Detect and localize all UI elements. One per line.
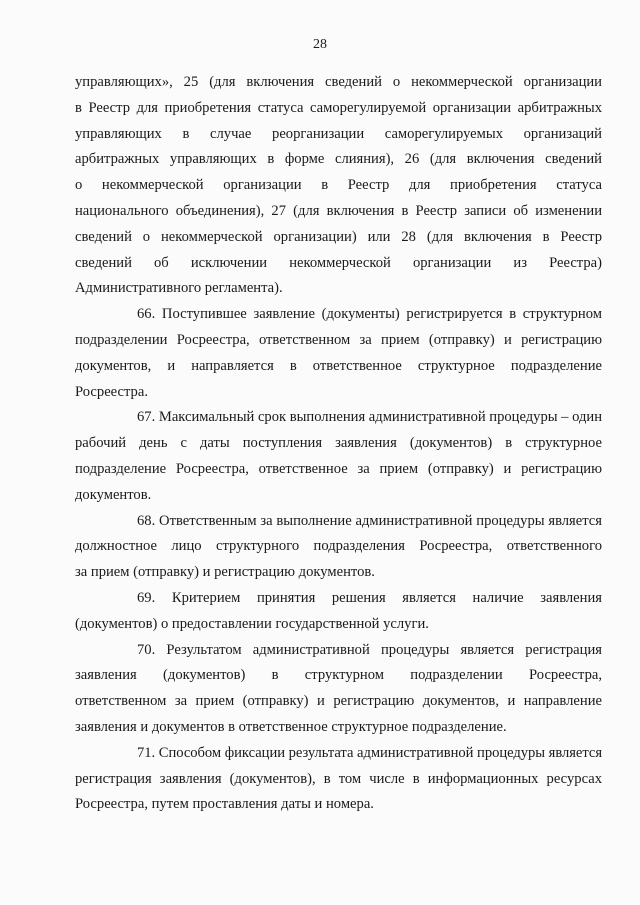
text-line: должностное лицо структурного подразделения Росреестра, ответственного — [75, 538, 602, 555]
paragraph-continuation — [75, 70, 602, 302]
text-line: Административного регламента). — [75, 280, 283, 297]
text-line: регистрация заявления (документов), в том числе в информационных ресурсах — [75, 770, 602, 787]
text-line: 68. Ответственным за выполнение административной процедуры является — [137, 512, 602, 529]
text-line: 66. Поступившее заявление (документы) регистрируется в структурном — [137, 306, 602, 323]
paragraph-68 — [75, 509, 602, 586]
text-line: рабочий день с даты поступления заявления (документов) в структурное — [75, 435, 602, 452]
text-line: управляющих», 25 (для включения сведений о некоммерческой организации — [75, 74, 602, 90]
text-line: о некоммерческой организации в Реестр для приобретения статуса — [75, 177, 602, 194]
text-line: подразделении Росреестра, ответственном за прием (отправку) и регистрацию — [75, 331, 602, 348]
text-line: документов, и направляется в ответственное структурное подразделение — [75, 357, 602, 374]
paragraph-67 — [75, 405, 602, 508]
text-line: за прием (отправку) и регистрацию документов. — [75, 564, 375, 581]
text-line: Росреестра. — [75, 383, 148, 400]
text-line: ответственном за прием (отправку) и регистрацию документов, и направление — [75, 693, 602, 710]
paragraph-70 — [75, 638, 602, 741]
text-line: 69. Критерием принятия решения является наличие заявления — [137, 589, 602, 606]
text-line: 70. Результатом административной процедуры является регистрация — [137, 641, 602, 658]
text-line: арбитражных управляющих в форме слияния), 26 (для включения сведений — [75, 151, 602, 168]
paragraph-71 — [75, 741, 602, 818]
document-body — [75, 70, 602, 818]
page-number: 28 — [313, 37, 327, 52]
text-line: заявления и документов в ответственное структурное подразделение. — [75, 718, 507, 735]
paragraph-69 — [75, 586, 602, 638]
text-line: сведений об исключении некоммерческой организации из Реестра) — [75, 254, 602, 271]
text-line: подразделение Росреестра, ответственное за прием (отправку) и регистрацию — [75, 460, 602, 477]
text-line: 67. Максимальный срок выполнения административной процедуры – один — [137, 409, 602, 426]
text-line: национального объединения), 27 (для включения в Реестр записи об изменении — [75, 202, 603, 219]
text-line: в Реестр для приобретения статуса саморегулируемой организации арбитражных — [75, 99, 602, 116]
paragraph-66 — [75, 302, 602, 405]
text-line: Росреестра, путем проставления даты и номера. — [75, 796, 374, 813]
text-line: заявления (документов) в структурном подразделении Росреестра, — [75, 667, 602, 684]
text-line: документов. — [75, 486, 152, 503]
text-line: сведений о некоммерческой организации) или 28 (для включения в Реестр — [75, 228, 602, 245]
text-line: (документов) о предоставлении государственной услуги. — [75, 615, 429, 632]
text-line: 71. Способом фиксации результата административной процедуры является — [137, 744, 602, 761]
text-line: управляющих в случае реорганизации саморегулируемых организаций — [75, 125, 602, 142]
